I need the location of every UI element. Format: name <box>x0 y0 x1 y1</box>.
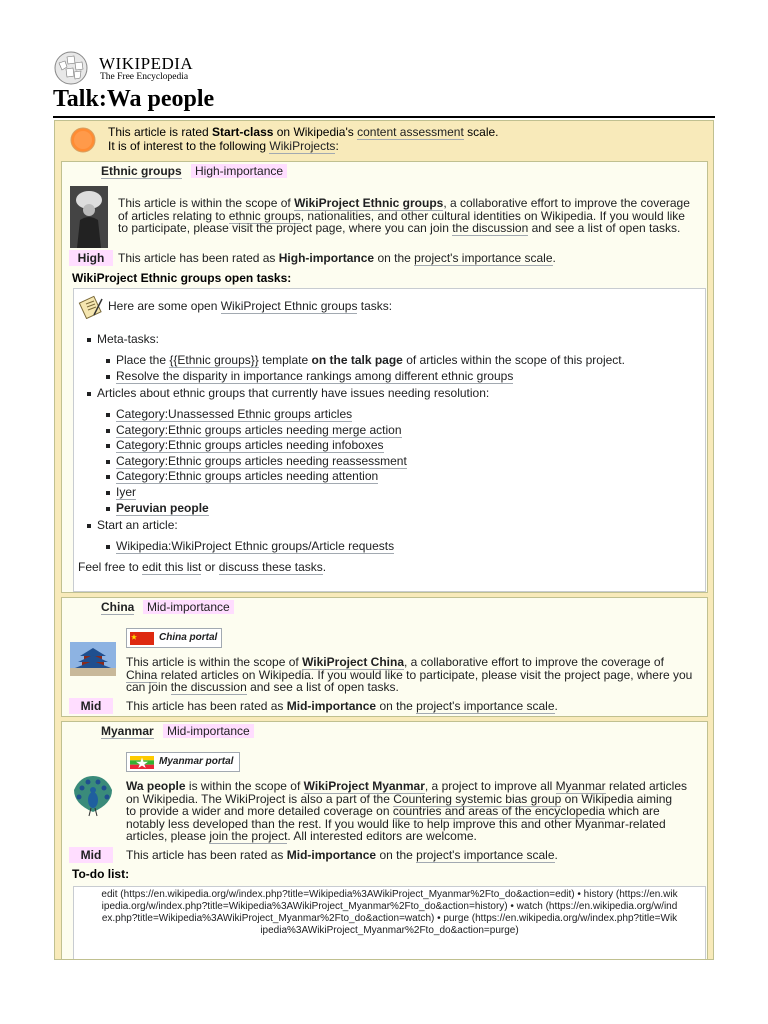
myanmar-portal-button[interactable] <box>126 752 240 772</box>
assessment-summary: This article is rated Start-class on Wikipedia's content assessment scale. It is of interest to the following WikiProjects: <box>108 125 499 153</box>
join-project-link[interactable]: join the project <box>209 829 288 843</box>
project-ethnic-groups <box>61 161 708 593</box>
wikipedia-logo[interactable] <box>54 51 254 85</box>
portal-label: China portal <box>159 632 218 643</box>
myanmar-rated-text: This article has been rated as Mid-importance on the project's importance scale. <box>126 848 558 862</box>
title-divider <box>53 116 715 118</box>
bullet <box>106 491 110 495</box>
myanmar-flag-icon <box>130 756 154 769</box>
importance-cell: High <box>69 250 113 266</box>
bullet <box>87 392 91 396</box>
content-assessment-link[interactable]: content assessment <box>357 125 464 139</box>
china-temple-icon <box>70 642 116 676</box>
project-china <box>61 597 708 717</box>
category-link[interactable]: Category:Unassessed Ethnic groups articles <box>116 407 353 421</box>
countries-areas-link[interactable]: countries and areas of the encyclopedia <box>392 804 605 818</box>
todo-link-line[interactable]: ipedia%3AWikiProject_Myanmar%2Fto_do&action=purge) <box>260 925 519 936</box>
list-item: Meta-tasks: <box>97 332 160 346</box>
importance-cell: Mid <box>69 847 113 863</box>
wikiproject-banner-shell <box>54 120 714 960</box>
project-myanmar <box>61 721 708 960</box>
bullet <box>106 444 110 448</box>
china-portal-button[interactable] <box>126 628 222 648</box>
peacock-icon <box>70 772 116 818</box>
importance-badge: Mid-importance <box>143 600 234 614</box>
list-item: Place the {{Ethnic groups}} template on the talk page of articles within the scope of this project. <box>116 353 625 367</box>
bullet <box>87 338 91 342</box>
open-tasks-box <box>73 288 706 592</box>
china-discussion-link[interactable]: the discussion <box>170 680 247 694</box>
project-name-myanmar[interactable]: Myanmar <box>101 724 154 738</box>
wikiproject-myanmar-link[interactable]: WikiProject Myanmar <box>303 779 425 793</box>
discuss-tasks-link[interactable]: discuss these tasks <box>218 560 323 574</box>
tasks-notepad-icon <box>78 295 104 319</box>
wikiproject-ethnic-groups-link[interactable]: WikiProject Ethnic groups <box>294 196 444 210</box>
todo-box <box>73 886 706 960</box>
todo-link-line[interactable]: ex.php?title=Wikipedia%3AWikiProject_Myanmar%2Fto_do&action=watch) • purge (https://en.wikipedia.org/w/index.php?title=Wik <box>101 913 678 924</box>
bullet <box>106 460 110 464</box>
open-tasks-heading: WikiProject Ethnic groups open tasks: <box>72 271 292 285</box>
importance-scale-link[interactable]: project's importance scale <box>416 699 555 713</box>
bullet <box>87 524 91 528</box>
myanmar-scope-text: Wa people is within the scope of WikiProject Myanmar, a project to improve all Myanmar related articles on Wikipedia. The WikiProject is also a part of the Countering systemic bias group on Wikipedia aiming to provide a wider and more detailed coverage on countries and areas of the encyclopedia which are notably less developed than the rest. If you would like to help improve this and other Myanmar-related articles, please join the project. All interested editors are welcome. <box>126 779 688 843</box>
bullet <box>106 413 110 417</box>
importance-scale-link[interactable]: project's importance scale <box>414 251 553 265</box>
tasks-intro: Here are some open WikiProject Ethnic groups tasks: <box>108 299 393 313</box>
project-name-china[interactable]: China <box>101 600 135 614</box>
category-link[interactable]: Category:Ethnic groups articles needing infoboxes <box>116 438 384 452</box>
tasks-footer: Feel free to edit this list or discuss these tasks. <box>78 560 327 574</box>
todo-link-line[interactable]: ipedia.org/w/index.php?title=Wikipedia%3AWikiProject_Myanmar%2Fto_do&action=history) • watch (https://en.wikipedia.org/w/ind <box>101 901 678 912</box>
bullet <box>106 545 110 549</box>
importance-cell: Mid <box>69 698 113 714</box>
ethnic-rated-text: This article has been rated as High-importance on the project's importance scale. <box>118 251 556 265</box>
ethnic-scope-text: This article is within the scope of WikiProject Ethnic groups, a collaborative effort to improve the coverage of articles relating to ethnic groups, nationalities, and other cultural identities on Wikipedia. If you would like to participate, please visit the project page, where you can join the discussion and see a list of open tasks. <box>118 196 690 235</box>
peruvian-people-link[interactable]: Peruvian people <box>116 501 209 515</box>
ethnic-groups-link[interactable]: ethnic groups <box>228 208 301 223</box>
start-class-icon <box>70 127 96 153</box>
ethnic-discussion-link[interactable]: the discussion <box>452 221 529 235</box>
ethnic-groups-template-link[interactable]: {{Ethnic groups}} <box>169 353 259 367</box>
bullet <box>106 375 110 379</box>
tasks-project-link[interactable]: WikiProject Ethnic groups <box>220 299 358 313</box>
page-title: Talk:Wa people <box>53 86 215 112</box>
portal-label: Myanmar portal <box>159 756 234 767</box>
todo-heading: To-do list: <box>72 867 130 881</box>
bullet <box>106 507 110 511</box>
china-rated-text: This article has been rated as Mid-importance on the project's importance scale. <box>126 699 558 713</box>
importance-badge: High-importance <box>191 164 287 178</box>
wikipedia-tagline: The Free Encyclopedia <box>100 72 189 82</box>
bullet <box>106 429 110 433</box>
category-link[interactable]: Category:Ethnic groups articles needing merge action <box>116 423 402 437</box>
iyer-link[interactable]: Iyer <box>116 485 137 499</box>
wikipedia-globe-icon <box>54 51 88 85</box>
list-item: Start an article: <box>97 518 178 532</box>
todo-link-line[interactable]: edit (https://en.wikipedia.org/w/index.php?title=Wikipedia%3AWikiProject_Myanmar%2Fto_do&action=edit) • history (https://en.wik <box>101 889 678 900</box>
todo-links <box>78 889 701 937</box>
category-link[interactable]: Category:Ethnic groups articles needing attention <box>116 469 379 483</box>
ethnic-groups-photo-icon <box>70 186 108 248</box>
category-link[interactable]: Category:Ethnic groups articles needing reassessment <box>116 454 407 468</box>
resolve-disparity-link[interactable]: Resolve the disparity in importance rankings among different ethnic groups <box>116 369 514 383</box>
wikipedia-wordmark: WIKIPEDIA <box>99 54 194 73</box>
bullet <box>106 475 110 479</box>
myanmar-link[interactable]: Myanmar <box>555 779 606 793</box>
importance-scale-link[interactable]: project's importance scale <box>416 848 555 862</box>
wikiprojects-link[interactable]: WikiProjects <box>269 139 336 153</box>
bullet <box>106 359 110 363</box>
edit-list-link[interactable]: edit this list <box>142 560 202 574</box>
china-link[interactable]: China <box>126 667 158 682</box>
project-name-ethnic-groups[interactable]: Ethnic groups <box>101 164 182 178</box>
list-item: Articles about ethnic groups that currently have issues needing resolution: <box>97 386 490 400</box>
china-flag-icon <box>130 632 154 645</box>
article-requests-link[interactable]: Wikipedia:WikiProject Ethnic groups/Article requests <box>116 539 395 553</box>
wikiproject-china-link[interactable]: WikiProject China <box>302 655 404 669</box>
countering-bias-link[interactable]: Countering systemic bias group <box>393 791 562 806</box>
importance-badge: Mid-importance <box>163 724 254 738</box>
china-scope-text: This article is within the scope of WikiProject China, a collaborative effort to improve the coverage of China related articles on Wikipedia. If you would like to participate, please visit the project page, where you can join the discussion and see a list of open tasks. <box>126 655 693 694</box>
